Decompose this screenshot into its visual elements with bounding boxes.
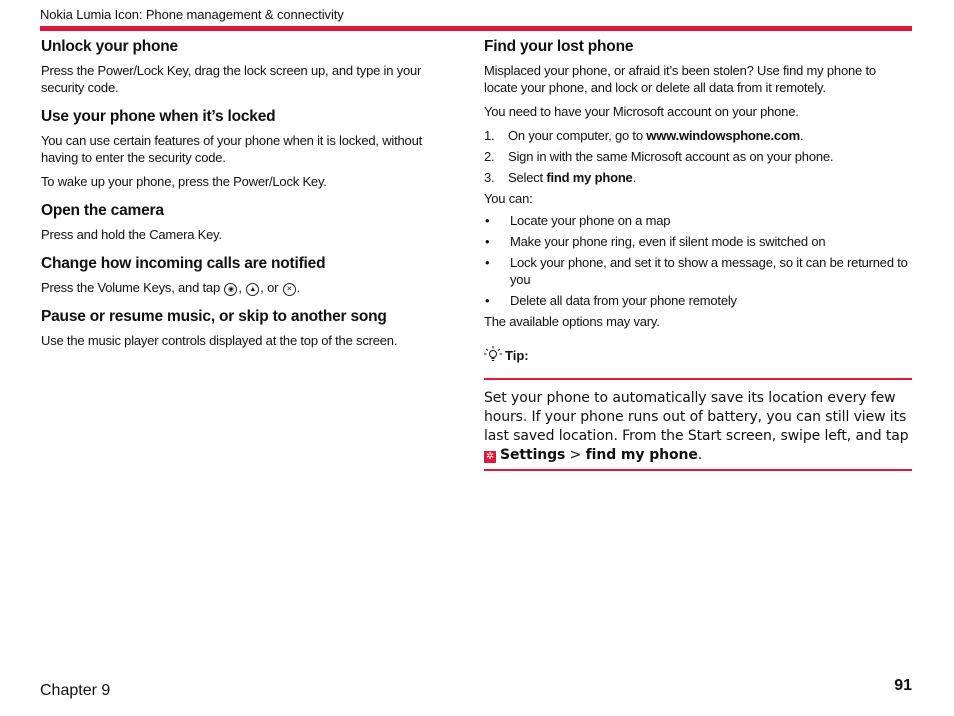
ring-icon: ◉ <box>224 283 237 296</box>
find-my-phone-label: find my phone <box>546 170 633 185</box>
list-item <box>484 148 912 165</box>
step-text: Sign in with the same Microsoft account as on your phone. <box>508 149 834 164</box>
list-item <box>484 212 912 229</box>
list-item <box>484 254 912 288</box>
tip-arrow: > <box>569 447 582 463</box>
tip-text: Set your phone to automatically save its location every few hours. If your phone runs out of battery, you can still view its last saved location. From the Start screen, swipe left, and tap <box>484 390 909 444</box>
bullet-icon: • <box>485 234 490 249</box>
list-item <box>484 233 912 250</box>
tip-rule-top <box>484 378 912 380</box>
locked-body-1: You can use certain features of your phone when it is locked, without having to enter the security code. <box>41 133 423 165</box>
steps-list <box>484 127 912 186</box>
step-number: 2. <box>484 149 495 164</box>
calls-body-text: Press the Volume Keys, and tap <box>41 280 220 295</box>
tip-settings: Settings <box>500 447 566 463</box>
settings-gear-icon: ✲ <box>485 451 495 462</box>
tip-heading <box>484 346 912 365</box>
page-number: 91 <box>894 677 912 694</box>
windowsphone-link[interactable]: www.windowsphone.com <box>646 128 800 143</box>
find-account: You need to have your Microsoft account on your phone. <box>484 104 799 119</box>
you-can: You can: <box>484 191 533 206</box>
tip-body <box>484 389 912 465</box>
tip-end: . <box>697 447 703 463</box>
calls-end: . <box>296 280 301 295</box>
section-calls <box>41 255 461 296</box>
section-camera <box>41 202 461 243</box>
step-number: 3. <box>484 170 495 185</box>
section-unlock <box>41 38 461 96</box>
header-title: Nokia Lumia Icon: Phone management & connectivity <box>40 7 344 22</box>
options-note: The available options may vary. <box>484 314 660 329</box>
step-end: . <box>800 128 804 143</box>
heading-locked: Use your phone when it’s locked <box>41 108 276 125</box>
tip-rule-bottom <box>484 469 912 471</box>
bullet-text: Lock your phone, and set it to show a message, so it can be returned to you <box>510 255 908 287</box>
lightbulb-icon <box>484 346 502 365</box>
unlock-body: Press the Power/Lock Key, drag the lock screen up, and type in your security code. <box>41 63 422 95</box>
heading-unlock: Unlock your phone <box>41 38 178 55</box>
calls-body <box>41 279 461 296</box>
step-text: Select <box>508 170 543 185</box>
section-music <box>41 308 461 349</box>
find-intro: Misplaced your phone, or afraid it’s been stolen? Use find my phone to locate your phone, and lock or delete all data from it remotely. <box>484 63 876 95</box>
footer-chapter: Chapter 9 <box>40 682 111 699</box>
heading-music: Pause or resume music, or skip to another song <box>41 308 387 325</box>
list-item <box>484 169 912 186</box>
calls-sep-2: , or <box>260 280 279 295</box>
heading-camera: Open the camera <box>41 202 164 219</box>
bullet-icon: • <box>485 213 490 228</box>
step-text: On your computer, go to <box>508 128 643 143</box>
heading-find-phone: Find your lost phone <box>484 38 634 55</box>
heading-calls: Change how incoming calls are notified <box>41 255 326 272</box>
locked-body-2: To wake up your phone, press the Power/Lock Key. <box>41 174 327 189</box>
bullet-text: Locate your phone on a map <box>510 213 671 228</box>
list-item <box>484 127 912 144</box>
left-column <box>41 38 461 361</box>
bullet-text: Delete all data from your phone remotely <box>510 293 737 308</box>
mute-icon: ✕ <box>283 283 296 296</box>
section-locked <box>41 108 461 190</box>
step-number: 1. <box>484 128 495 143</box>
music-body: Use the music player controls displayed at the top of the screen. <box>41 333 398 348</box>
right-column <box>484 38 912 471</box>
tip-label: Tip: <box>505 348 529 363</box>
list-item <box>484 292 912 309</box>
header-rule <box>40 26 912 31</box>
features-list <box>484 212 912 309</box>
calls-sep-1: , <box>238 280 242 295</box>
camera-body: Press and hold the Camera Key. <box>41 227 222 242</box>
tip-find-my-phone: find my phone <box>585 447 698 463</box>
bullet-icon: • <box>485 255 490 270</box>
bullet-icon: • <box>485 293 490 308</box>
vibrate-icon: ▲ <box>246 283 259 296</box>
bullet-text: Make your phone ring, even if silent mode is switched on <box>510 234 826 249</box>
step-end: . <box>632 170 637 185</box>
